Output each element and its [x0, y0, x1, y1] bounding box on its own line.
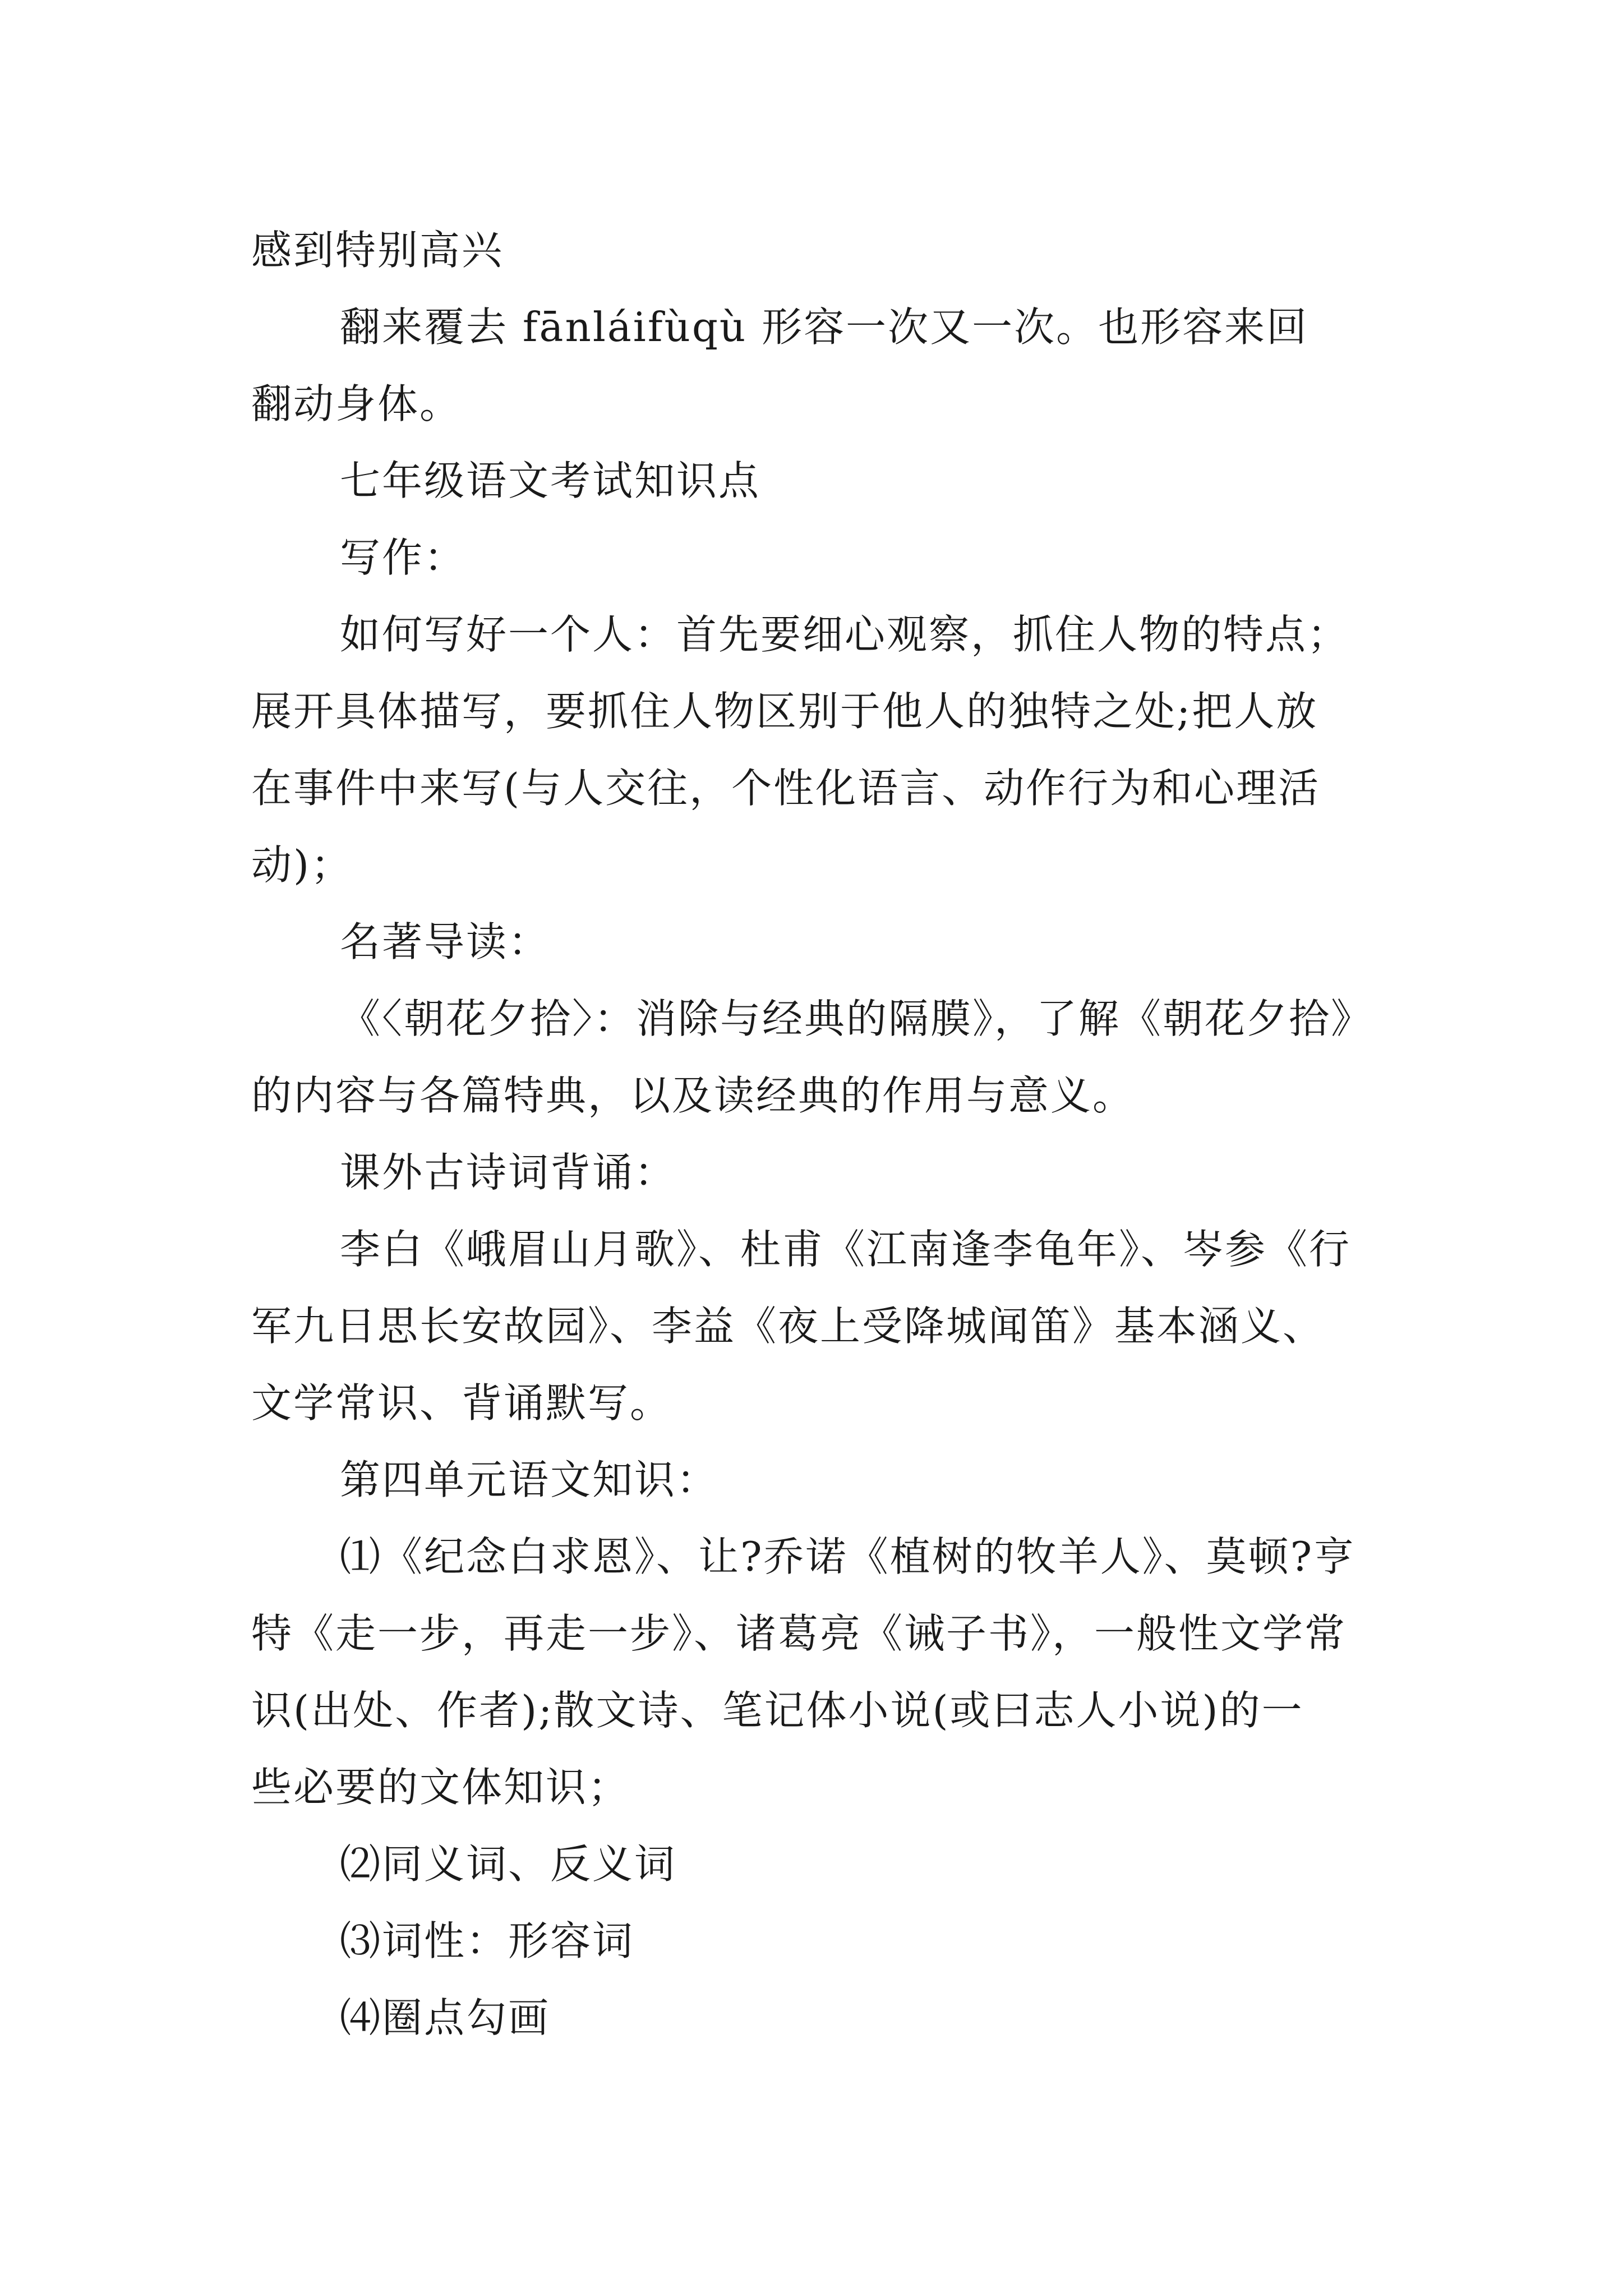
text-line: 展开具体描写，要抓住人物区别于他人的独特之处;把人放 [251, 688, 1318, 735]
list-item: ⑶词性：形容词 [340, 1917, 635, 1964]
text-line: 如何写好一个人：首先要细心观察，抓住人物的特点； [340, 611, 1350, 658]
text-line: 文学常识、背诵默写。 [251, 1379, 672, 1427]
subsection-heading: 第四单元语文知识： [340, 1456, 719, 1503]
text-line: 《〈朝花夕拾〉：消除与经典的隔膜》，了解《朝花夕拾》 [340, 995, 1373, 1042]
subsection-heading: 课外古诗词背诵： [340, 1149, 677, 1196]
text-line: 翻来覆去 fānláifùqù 形容一次又一次。也形容来回 [340, 303, 1309, 351]
text-line: 特《走一步，再走一步》、诸葛亮《诫子书》，一般性文学常 [251, 1610, 1347, 1657]
text-line: 军九日思长安故园》、李益《夜上受降城闻笛》基本涵义、 [251, 1303, 1325, 1350]
text-line: 些必要的文体知识； [251, 1764, 630, 1811]
text-line: 李白《峨眉山月歌》、杜甫《江南逢李龟年》、岑参《行 [340, 1226, 1352, 1273]
list-item: ⑴《纪念白求恩》、让?乔诺《植树的牧羊人》、莫顿?亨 [340, 1533, 1356, 1580]
text-line: 的内容与各篇特典，以及读经典的作用与意义。 [251, 1072, 1135, 1119]
document-body [251, 212, 1390, 2056]
subsection-heading: 名著导读： [340, 918, 551, 965]
list-item: ⑵同义词、反义词 [340, 1841, 677, 1888]
text-line: 动)； [251, 841, 353, 889]
subsection-heading: 写作： [340, 534, 467, 581]
text-line: 在事件中来写(与人交往，个性化语言、动作行为和心理活 [251, 765, 1321, 812]
text-line: 翻动身体。 [251, 380, 462, 427]
section-heading: 七年级语文考试知识点 [340, 457, 761, 504]
text-line: 识(出处、作者);散文诗、笔记体小说(或曰志人小说)的一 [251, 1687, 1304, 1734]
text-line: 感到特别高兴 [251, 227, 504, 274]
list-item: ⑷圈点勾画 [340, 1994, 551, 2041]
